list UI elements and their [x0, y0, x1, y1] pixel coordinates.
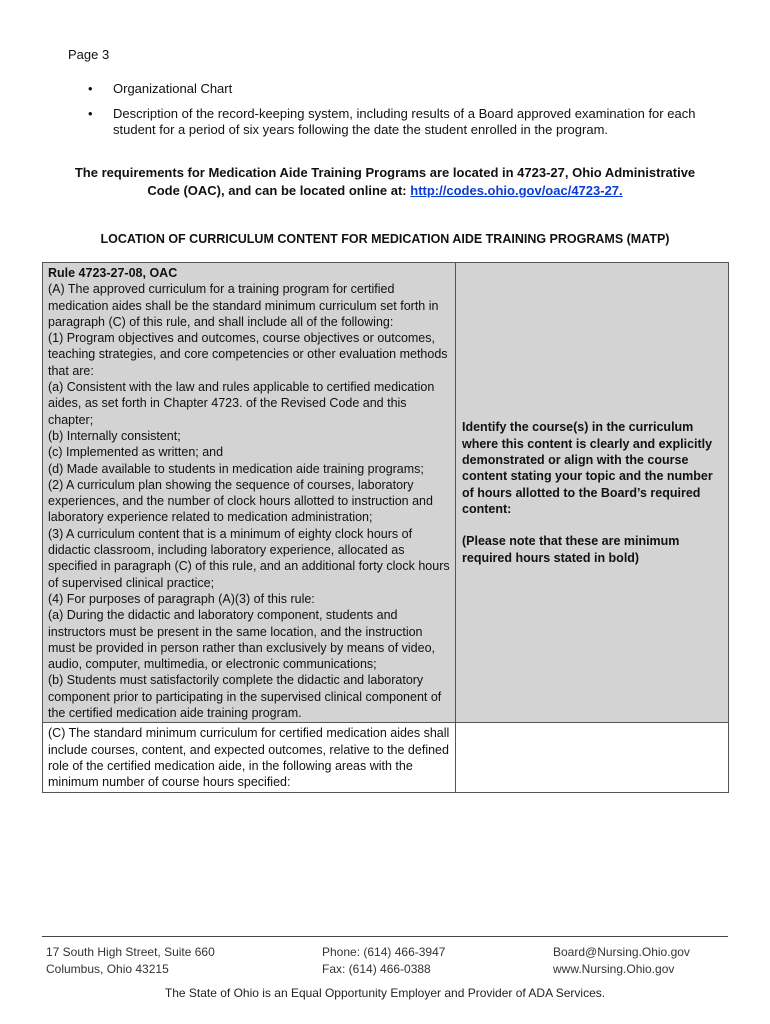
footer-divider: [42, 936, 728, 937]
hours-note: (Please note that these are minimum required hours stated in bold): [462, 534, 680, 565]
bullet-list: [88, 81, 728, 147]
page-number: Page 3: [68, 47, 110, 62]
rule-paragraph: (2) A curriculum plan showing the sequence of courses, laboratory experiences, and the number of clock hours allotted to instruction and laboratory experience related to medication administration;: [48, 477, 433, 525]
rule-paragraph: (b) Students must satisfactorily complete the didactic and laboratory component prior to participating in the supervised clinical component of the certified medication aide training program.: [48, 673, 442, 721]
address-line: 17 South High Street, Suite 660: [46, 945, 215, 959]
list-item: [88, 81, 728, 97]
table-row: [43, 723, 729, 792]
website: www.Nursing.Ohio.gov: [553, 962, 675, 976]
instruction-cell[interactable]: [456, 263, 729, 723]
rule-cell: [43, 263, 456, 723]
rule-paragraph: (b) Internally consistent;: [48, 428, 181, 443]
bullet-text: Description of the record-keeping system, including results of a Board approved examination for each student for a period of six years following the date the student enrolled in the program.: [113, 106, 696, 137]
instruction-text: Identify the course(s) in the curriculum where this content is clearly and explicitly demonstrated or align with the course content stating your topic and the number of hours allotted to the Board’s required content:: [462, 420, 713, 516]
oac-link[interactable]: http://codes.ohio.gov/oac/4723-27.: [410, 183, 623, 198]
footer-web: [553, 944, 690, 978]
rule-heading: Rule 4723-27-08, OAC: [48, 266, 178, 280]
rule-paragraph: (4) For purposes of paragraph (A)(3) of this rule:: [48, 591, 315, 606]
rule-cell-c: (C) The standard minimum curriculum for certified medication aides shall include courses, content, and expected outcomes, relative to the defined role of the certified medication aide, in the following areas with the minimum number of course hours specified:: [43, 723, 456, 792]
curriculum-table: [42, 262, 729, 793]
phone-number: Phone: (614) 466-3947: [322, 945, 446, 959]
footer-address: [46, 944, 215, 978]
response-cell[interactable]: [456, 723, 729, 792]
rule-paragraph: (d) Made available to students in medication aide training programs;: [48, 461, 424, 476]
bullet-icon: •: [88, 81, 93, 96]
bullet-text: Organizational Chart: [113, 81, 233, 96]
address-line: Columbus, Ohio 43215: [46, 962, 169, 976]
rule-paragraph: (a) During the didactic and laboratory component, students and instructors must be present in the same location, and the instruction must be provided in person rather than exclusively by means of video, audio, computer, multimedia, or electronic communications;: [48, 608, 436, 672]
rule-paragraph: (c) Implemented as written; and: [48, 445, 224, 460]
requirements-text: The requirements for Medication Aide Training Programs are located in 4723-27, Ohio Administrative Code (OAC), and can be located online at:: [74, 165, 696, 198]
bullet-icon: •: [88, 106, 93, 121]
fax-number: Fax: (614) 466-0388: [322, 962, 431, 976]
requirements-notice: [60, 164, 710, 200]
list-item: [88, 106, 728, 138]
email-address: Board@Nursing.Ohio.gov: [553, 945, 690, 959]
equal-opportunity-statement: The State of Ohio is an Equal Opportunity Employer and Provider of ADA Services.: [164, 986, 606, 1000]
section-title: LOCATION OF CURRICULUM CONTENT FOR MEDICATION AIDE TRAINING PROGRAMS (MATP): [100, 232, 670, 246]
rule-paragraph: (1) Program objectives and outcomes, course objectives or outcomes, teaching strategies, and core competencies or other evaluation methods that are:: [48, 331, 448, 378]
rule-paragraph: (A) The approved curriculum for a training program for certified medication aides shall be the standard minimum curriculum set forth in paragraph (C) of this rule, and shall include all of the following:: [48, 282, 439, 329]
rule-paragraph: (a) Consistent with the law and rules applicable to certified medication aides, as set forth in Chapter 4723. of the Revised Code and this chapter;: [48, 380, 435, 427]
footer-contact: [322, 944, 445, 978]
table-row: [43, 263, 729, 723]
rule-paragraph: (3) A curriculum content that is a minimum of eighty clock hours of didactic classroom, including laboratory experience, allocated as specified in paragraph (C) of this rule, and an additional forty clock hours of supervised clinical practice;: [48, 526, 450, 590]
